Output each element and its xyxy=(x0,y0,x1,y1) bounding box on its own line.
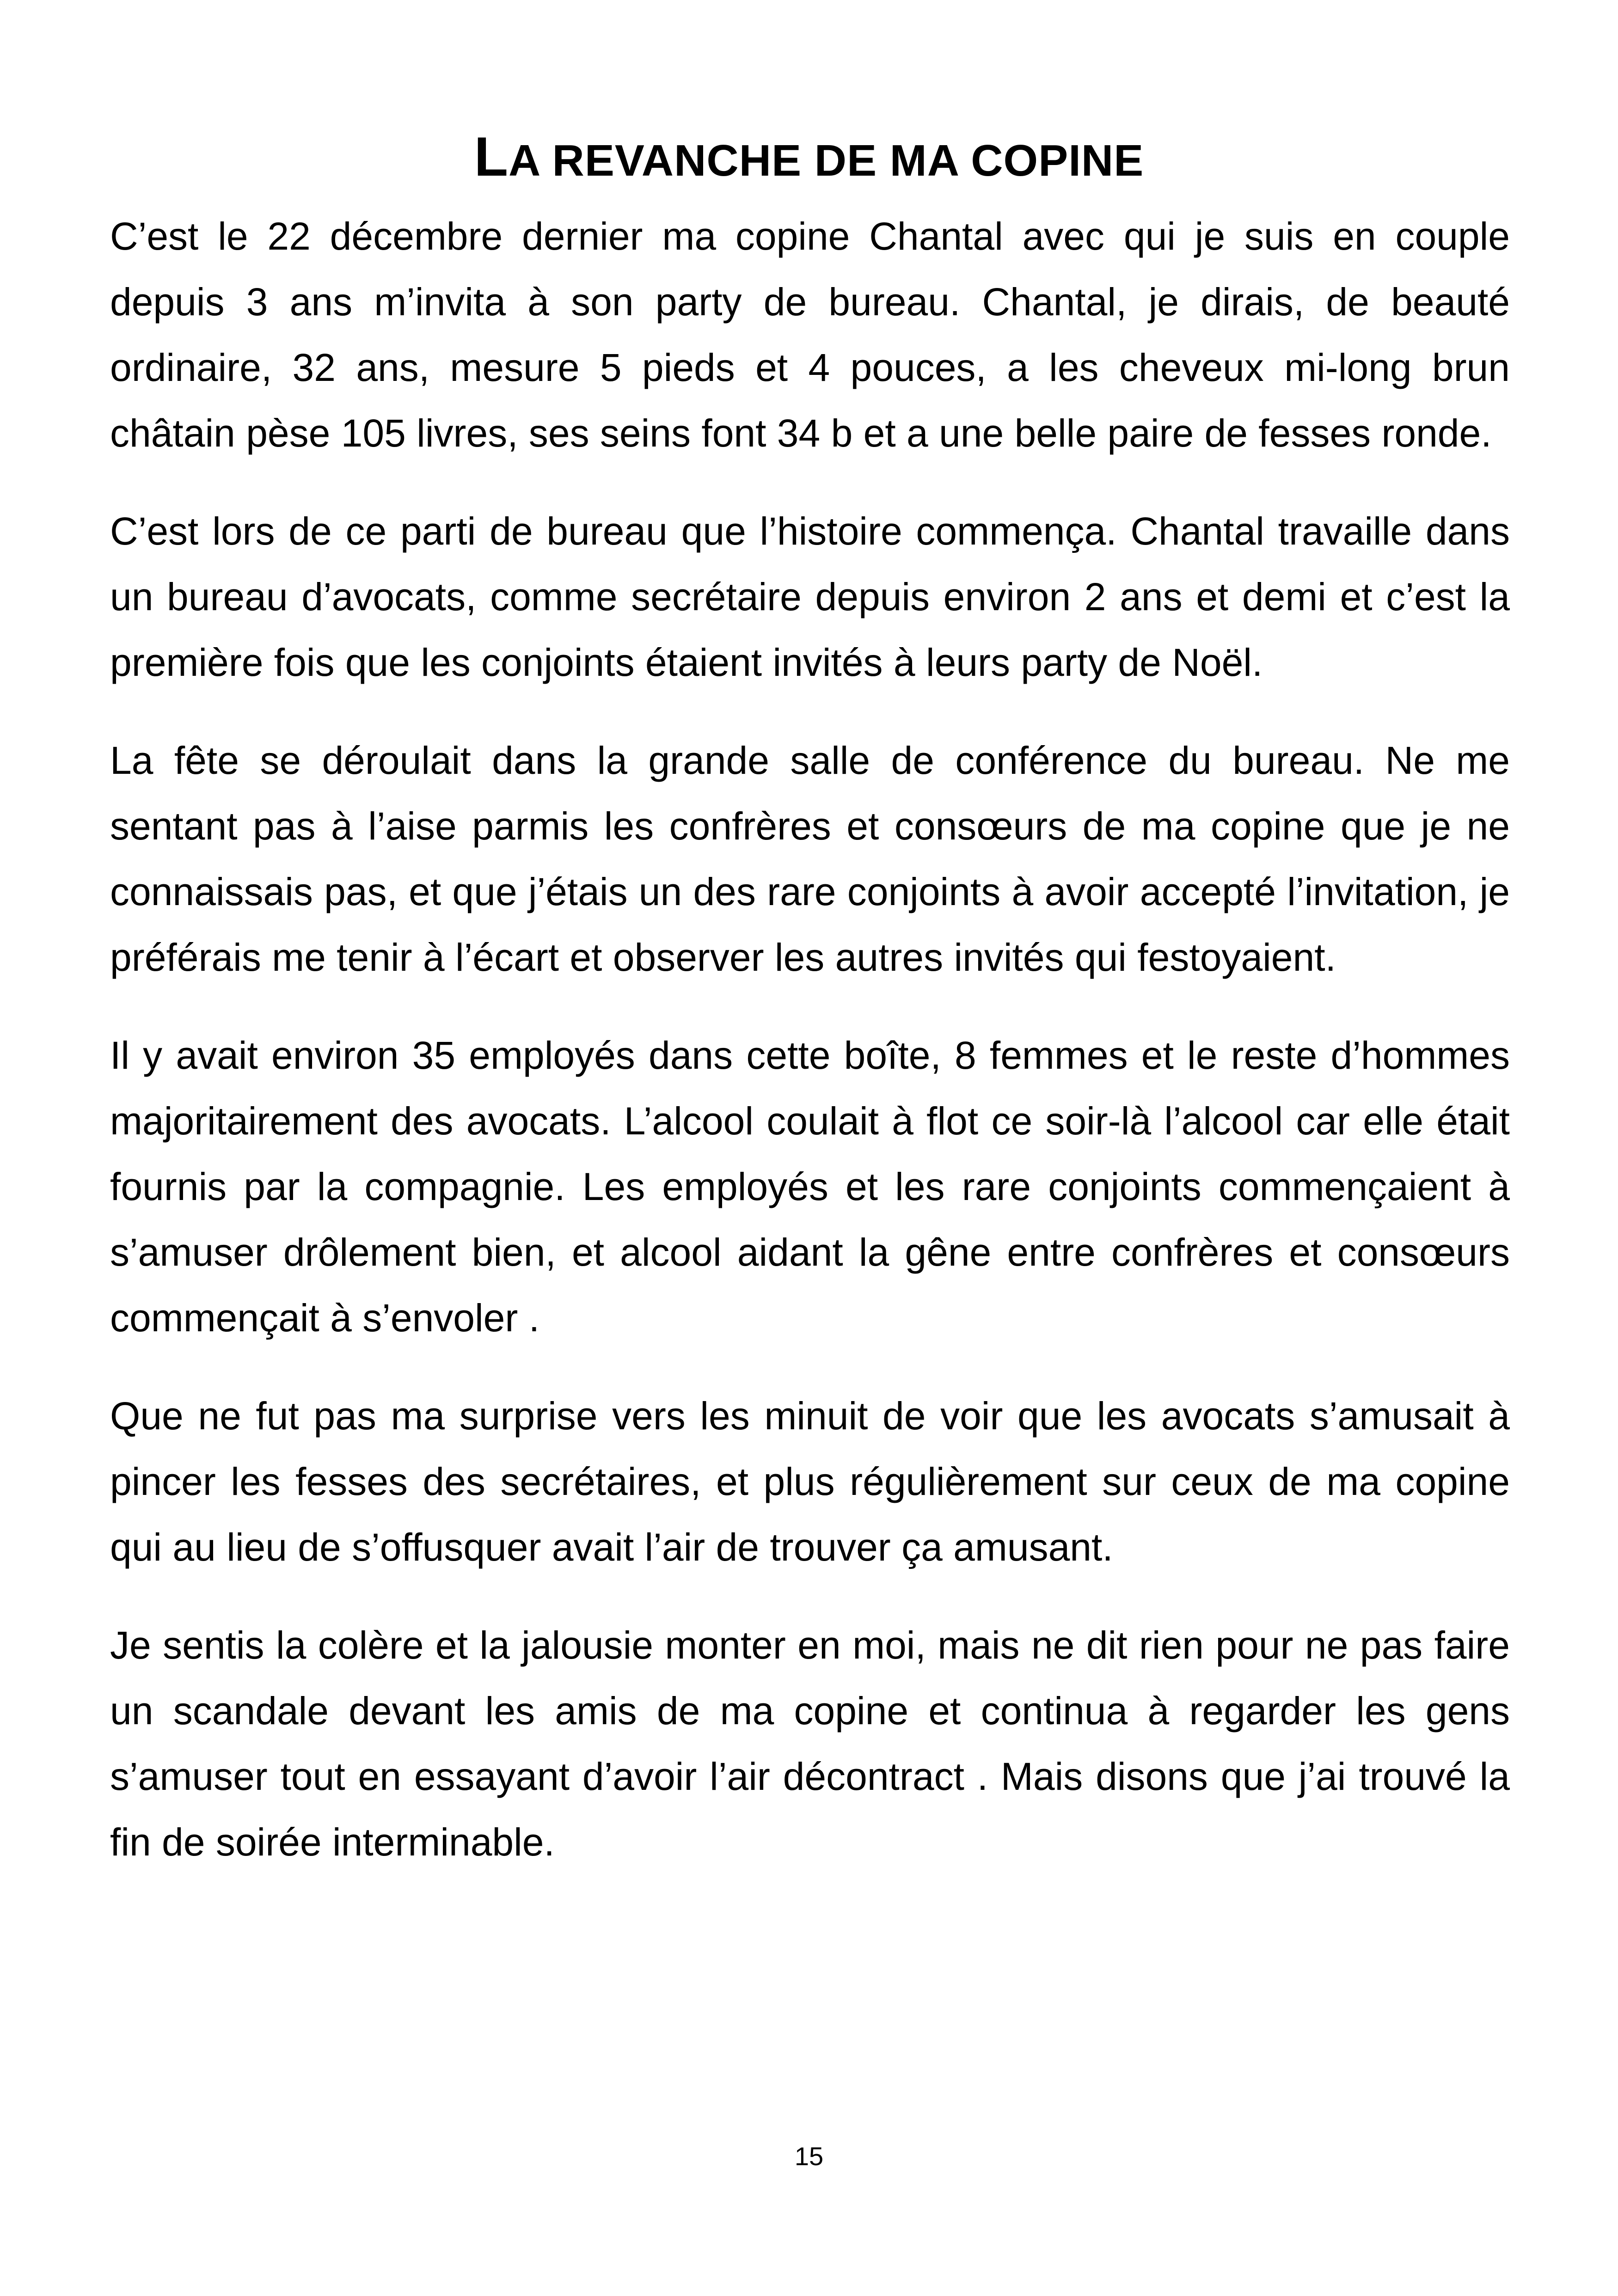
paragraph-5: Que ne fut pas ma surprise vers les minuit de voir que les avocats s’amusait à pincer les fesses des secrétaires, et plus régulièrement sur ceux de ma copine qui au lieu de s’offusquer avait l’air de trouver ça amusant. xyxy=(110,1394,1510,1569)
paragraph-6: Je sentis la colère et la jalousie monter en moi, mais ne dit rien pour ne pas faire un scandale devant les amis de ma copine et continua à regarder les gens s’amuser tout en essayant d’avoir l’air décontract . Mais disons que j’ai trouvé la fin de soirée interminable. xyxy=(110,1623,1510,1864)
chapter-title-rest: A REVANCHE DE MA COPINE xyxy=(509,136,1144,186)
chapter-body xyxy=(110,203,1510,1907)
chapter-title xyxy=(0,124,1618,193)
paragraph-2: C’est lors de ce parti de bureau que l’histoire commença. Chantal travaille dans un bureau d’avocats, comme secrétaire depuis environ 2 ans et demi et c’est la première fois que les conjoints étaient invités à leurs party de Noël. xyxy=(110,509,1510,684)
page-number: 15 xyxy=(794,2142,824,2171)
chapter-title-initial: L xyxy=(474,126,509,188)
paragraph-4: Il y avait environ 35 employés dans cette boîte, 8 femmes et le reste d’hommes majoritairement des avocats. L’alcool coulait à flot ce soir-là l’alcool car elle était fournis par la compagnie. Les employés et les rare conjoints commençaient à s’amuser drôlement bien, et alcool aidant la gêne entre confrères et consœurs commençait à s’envoler . xyxy=(110,1034,1510,1340)
paragraph-3: La fête se déroulait dans la grande salle de conférence du bureau. Ne me sentant pas à l’aise parmis les confrères et consœurs de ma copine que je ne connaissais pas, et que j’étais un des rare conjoints à avoir accepté l’invitation, je préférais me tenir à l’écart et observer les autres invités qui festoyaient. xyxy=(110,739,1510,979)
paragraph-1: C’est le 22 décembre dernier ma copine Chantal avec qui je suis en couple depuis 3 ans m’invita à son party de bureau. Chantal, je dirais, de beauté ordinaire, 32 ans, mesure 5 pieds et 4 pouces, a les cheveux mi-long brun châtain pèse 105 livres, ses seins font 34 b et a une belle paire de fesses ronde. xyxy=(110,214,1510,455)
